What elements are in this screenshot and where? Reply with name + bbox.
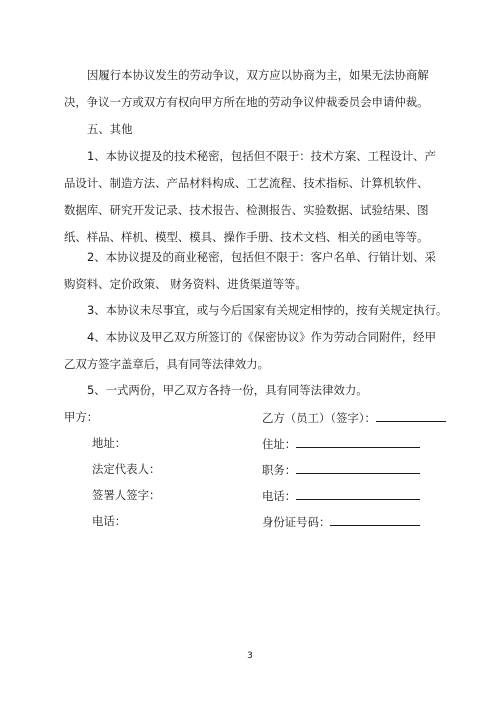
residence-label: 住址： (262, 437, 297, 451)
phone-b-line[interactable] (296, 487, 420, 500)
paragraph-attachment: 4、本协议及甲乙双方所签订的《保密协议》作为劳动合同附件，经甲乙双方签字盖章后，具有同等法律效力。 (64, 330, 436, 371)
party-b-signature-line[interactable] (376, 409, 446, 422)
residence-line[interactable] (296, 435, 420, 448)
section-heading-other: 五、其他 (87, 122, 133, 136)
paragraph-business-secrets: 2、本协议提及的商业秘密，包括但不限于：客户名单、行销计划、采购资料、定价政策、 财务资料、进货渠道等等。 (64, 250, 436, 291)
party-a-label: 甲方： (64, 410, 99, 424)
position-row (262, 461, 420, 478)
party-b-signature-row (262, 409, 446, 426)
phone-a-label: 电话： (92, 514, 127, 528)
phone-b-row (262, 487, 420, 504)
phone-b-label: 电话： (262, 489, 297, 503)
id-number-row (262, 513, 420, 530)
position-line[interactable] (296, 461, 420, 474)
legal-representative-label: 法定代表人： (92, 462, 161, 476)
paragraph-copies: 5、一式两份，甲乙双方各持一份，具有同等法律效力。 (87, 383, 368, 397)
residence-row (262, 435, 420, 452)
position-label: 职务： (262, 463, 297, 477)
paragraph-technical-secrets: 1、本协议提及的技术秘密，包括但不限于：技术方案、工程设计、产品设计、制造方法、产品材料构成、工艺流程、技术指标、计算机软件、数据库、研究开发记录、技术报告、检测报告、实验数据、试验结果、图纸、样品、样机、模型、模具、操作手册、技术文档、相关的函电等等。 (64, 149, 436, 244)
address-label: 地址： (92, 436, 127, 450)
id-number-label: 身份证号码： (262, 515, 331, 529)
party-b-label: 乙方（员工）（签字）： (262, 411, 376, 425)
page-number: 3 (247, 651, 253, 661)
paragraph-dispute: 因履行本协议发生的劳动争议，双方应以协商为主，如果无法协商解决，争议一方或双方有权向甲方所在地的劳动争议仲裁委员会申请仲裁。 (64, 68, 429, 109)
signer-label: 签署人签字： (92, 488, 161, 502)
paragraph-unaddressed-matters: 3、本协议未尽事宜，或与今后国家有关规定相悖的，按有关规定执行。 (87, 303, 448, 317)
id-number-line[interactable] (330, 513, 420, 526)
